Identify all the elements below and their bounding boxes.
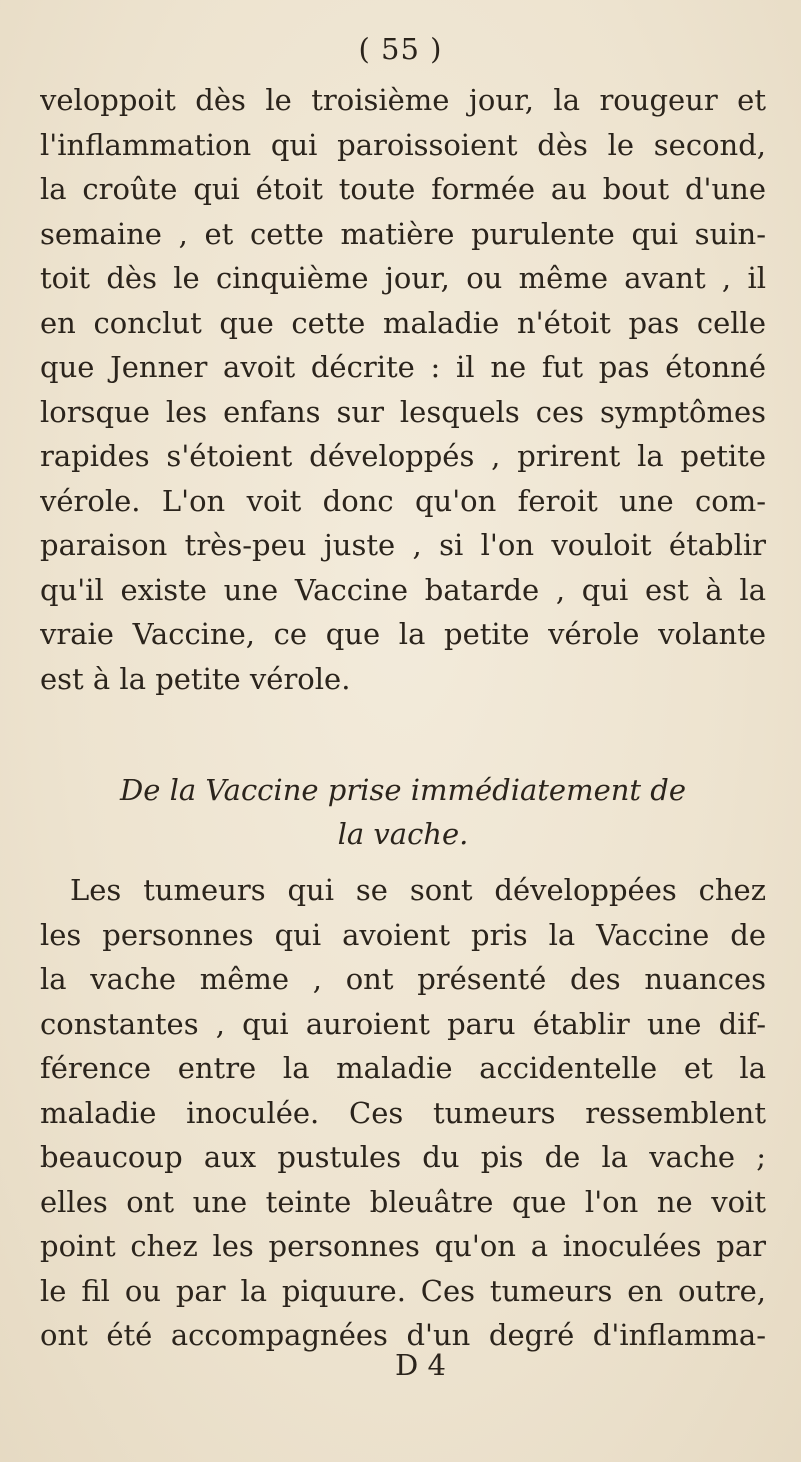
- text-line: ont été accompagnées d'un degré d'inflamma-: [40, 1318, 766, 1352]
- text-line: veloppoit dès le troisième jour, la rougeur et: [40, 83, 766, 117]
- text-line: la vache même , ont présenté des nuances: [40, 962, 766, 996]
- section-heading: [40, 768, 766, 856]
- text-line: constantes , qui auroient paru établir une dif-: [40, 1006, 766, 1041]
- text-line: rapides s'étoient développés , prirent la petite: [40, 439, 766, 473]
- text-line: elles ont une teinte bleuâtre que l'on ne voit: [40, 1184, 766, 1219]
- page-number-header: ( 55 ): [358, 32, 443, 66]
- signature-mark: D 4: [395, 1348, 446, 1382]
- text-line: toit dès le cinquième jour, ou même avant , il: [40, 261, 766, 295]
- heading-line: De la Vaccine prise immédiatement de: [119, 773, 687, 807]
- heading-line: la vache.: [337, 817, 469, 851]
- text-line: semaine , et cette matière purulente qui suin-: [40, 216, 766, 251]
- paragraph-2: [40, 868, 766, 1358]
- text-line: la croûte qui étoit toute formée au bout d'une: [40, 172, 766, 206]
- text-line: point chez les personnes qu'on a inoculées par: [40, 1229, 766, 1263]
- text-line: vraie Vaccine, ce que la petite vérole volante: [40, 617, 766, 651]
- text-line: le fil ou par la piquure. Ces tumeurs en outre,: [40, 1273, 766, 1308]
- text-line: les personnes qui avoient pris la Vaccine de: [40, 917, 766, 952]
- text-line: qu'il existe une Vaccine batarde , qui est à la: [40, 572, 766, 607]
- text-line: l'inflammation qui paroissoient dès le second,: [40, 127, 766, 162]
- text-line: vérole. L'on voit donc qu'on feroit une com-: [40, 483, 766, 518]
- text-line: est à la petite vérole.: [40, 661, 351, 696]
- text-line: maladie inoculée. Ces tumeurs ressemblent: [40, 1095, 766, 1130]
- text-line: paraison très-peu juste , si l'on vouloit établir: [40, 528, 766, 562]
- text-line: beaucoup aux pustules du pis de la vache ;: [40, 1140, 766, 1174]
- text-line: Les tumeurs qui se sont développées chez: [70, 873, 766, 907]
- text-line: lorsque les enfans sur lesquels ces symptômes: [40, 394, 766, 429]
- text-line: en conclut que cette maladie n'étoit pas celle: [40, 305, 766, 340]
- text-line: férence entre la maladie accidentelle et la: [40, 1051, 766, 1085]
- paragraph-1: [40, 78, 766, 701]
- text-line: que Jenner avoit décrite : il ne fut pas étonné: [40, 350, 766, 384]
